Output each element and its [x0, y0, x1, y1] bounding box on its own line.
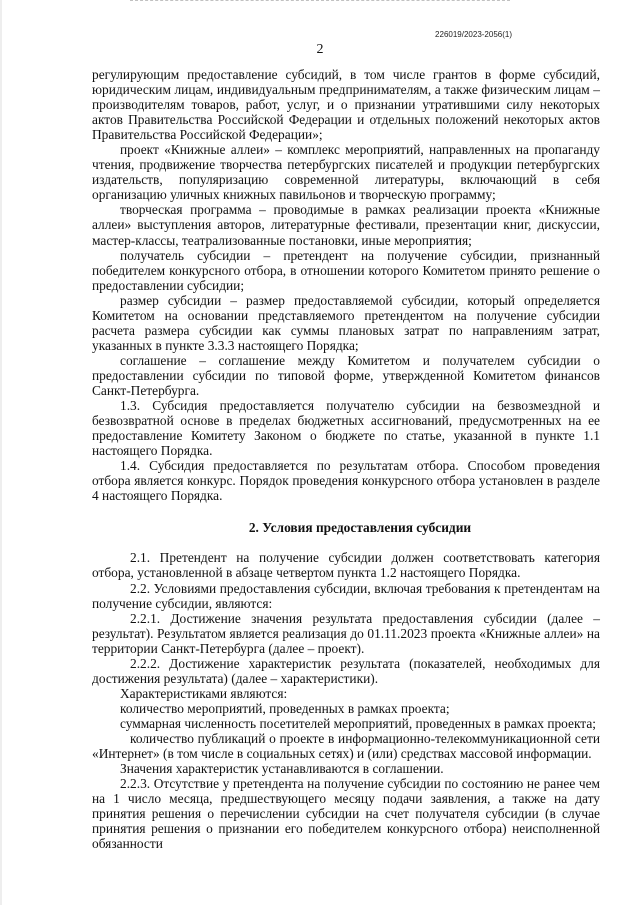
paragraph-continuation: регулирующим предоставление субсидий, в том числе грантов в форме субсидий, юридическим лицам, индивидуальным предпринимателям, а также физическим лицам – производителям товаров, работ, услуг, и о признании утратившими силу некоторых актов Правительства Российской Федерации и отдельных положений некоторых актов Правительства Российской Федерации»;	[92, 67, 600, 143]
paragraph-definition-size: размер субсидии – размер предоставляемой субсидии, который определяется Комитетом на основании представляемого претендентом на получение субсидии расчета размера субсидии как суммы плановых затрат по направлениям затрат, указанных в пункте 3.3.3 настоящего Порядка;	[92, 292, 600, 353]
paragraph-2-2-3: 2.2.3. Отсутствие у претендента на получение субсидии по состоянию не ранее чем на 1 число месяца, предшествующего месяцу подачи заявления, а также на дату принятия решения о перечислении субсидии на счет получателя субсидии (в случае принятия решения о признании его победителем конкурсного отбора) неисполненной обязанности	[92, 776, 600, 852]
document-id: 226019/2023-2056(1)	[435, 30, 512, 39]
page-number: 2	[316, 42, 324, 57]
document-body	[92, 67, 600, 851]
paragraph-definition-recipient: получатель субсидии – претендент на получение субсидии, признанный победителем конкурсного отбора, в отношении которого Комитетом принято решение о предоставлении субсидии;	[92, 247, 600, 293]
list-item: суммарная численность посетителей мероприятий, проведенных в рамках проекта;	[120, 715, 596, 731]
paragraph-values-note: Значения характеристик устанавливаются в соглашении.	[120, 761, 444, 777]
scan-edge	[0, 0, 2, 905]
list-item: количество мероприятий, проведенных в рамках проекта;	[120, 700, 450, 716]
paragraph-1-4: 1.4. Субсидия предоставляется по результатам отбора. Способом проведения отбора является конкурс. Порядок проведения конкурсного отбора установлен в разделе 4 настоящего Порядка.	[92, 458, 600, 504]
paragraph-characteristics-intro: Характеристиками являются:	[120, 685, 288, 701]
paragraph-definition-project: проект «Книжные аллеи» – комплекс мероприятий, направленных на пропаганду чтения, продвижение творчества петербургских писателей и продукции петербургских издательств, популяризацию современной литературы, включающий в себя организацию уличных книжных павильонов и творческую программу;	[92, 142, 600, 203]
scan-top-marks	[130, 0, 510, 3]
paragraph-2-2-2: 2.2.2. Достижение характеристик результата (показателей, необходимых для достижения результата) (далее – характеристики).	[92, 655, 600, 686]
paragraph-2-2: 2.2. Условиями предоставления субсидии, включая требования к претендентам на получение субсидии, являются:	[92, 580, 600, 611]
paragraph-1-3: 1.3. Субсидия предоставляется получателю субсидии на безвозмездной и безвозвратной основе в пределах бюджетных ассигнований, предусмотренных на ее предоставление Комитету Законом о бюджете по статье, указанной в пункте 1.1 настоящего Порядка.	[92, 398, 600, 459]
paragraph-2-1: 2.1. Претендент на получение субсидии должен соответствовать категория отбора, установленной в абзаце четвертом пункта 1.2 настоящего Порядка.	[92, 550, 600, 581]
paragraph-definition-agreement: соглашение – соглашение между Комитетом и получателем субсидии о предоставлении субсидии по типовой форме, утвержденной Комитетом финансов Санкт-Петербурга.	[92, 352, 600, 398]
list-item: количество публикаций о проекте в информационно-телекоммуникационной сети «Интернет» (в том числе в социальных сетях) и (или) средствах массовой информации.	[92, 730, 600, 762]
paragraph-definition-program: творческая программа – проводимые в рамках реализации проекта «Книжные аллеи» выступления авторов, литературные фестивали, презентации книг, дискуссии, мастер-классы, театрализованные постановки, иные мероприятия;	[92, 202, 600, 248]
paragraph-2-2-1: 2.2.1. Достижение значения результата предоставления субсидии (далее – результат). Результатом является реализация до 01.11.2023 проекта «Книжные аллеи» на территории Санкт-Петербурга (далее – проект).	[92, 610, 600, 656]
section-heading: 2. Условия предоставления субсидии	[248, 520, 472, 536]
